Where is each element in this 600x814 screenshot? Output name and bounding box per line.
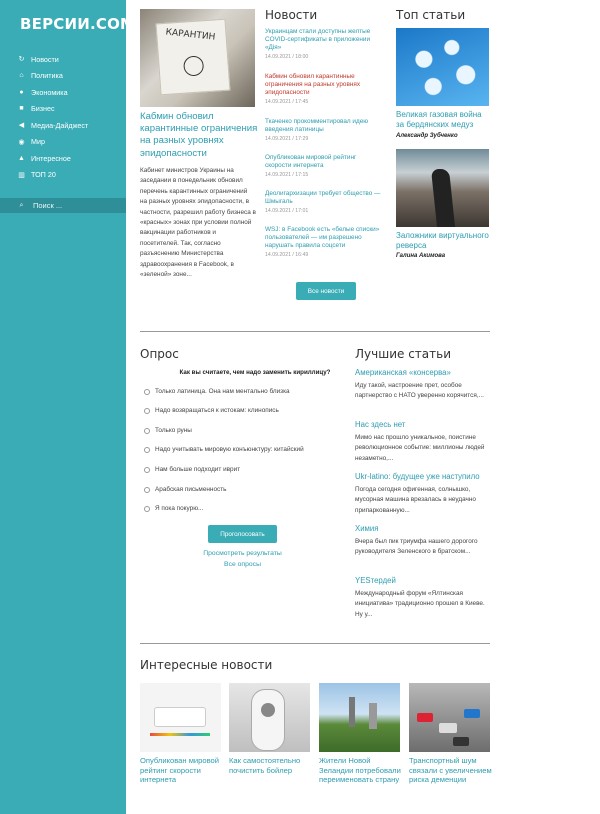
interesting-news-title[interactable]: Транспортный шум связали с увеличением риска деменции bbox=[409, 756, 492, 785]
poll-option-label: Только руны bbox=[155, 427, 192, 434]
view-results-link[interactable]: Просмотреть результаты bbox=[203, 550, 282, 557]
best-article-excerpt: Вчера был пик триумфа нашего дорогого руководителя Зеленского в братском... bbox=[355, 538, 478, 556]
poll-option[interactable] bbox=[144, 388, 290, 395]
news-date: 14.09.2021 / 17:45 bbox=[265, 99, 309, 105]
nav-label: ТОП 20 bbox=[31, 170, 56, 180]
bank-icon: ⌂ bbox=[19, 72, 24, 80]
all-polls-link[interactable]: Все опросы bbox=[224, 561, 261, 568]
news-item[interactable] bbox=[265, 28, 383, 61]
poll-option[interactable] bbox=[144, 427, 192, 434]
nav-item-world[interactable] bbox=[16, 134, 88, 151]
poll-option-label: Арабская письменность bbox=[155, 486, 227, 493]
best-article-excerpt: Международный форум «Ялтинская инициатива» традиционно прошел в Киеве. Ну у... bbox=[355, 590, 485, 618]
best-article-excerpt: Погода сегодня офигенная, солнышко, мусорная машина врезалась в неудачно припаркованную... bbox=[355, 486, 476, 514]
megaphone-icon: ◀ bbox=[18, 122, 25, 130]
all-news-button[interactable]: Все новости bbox=[296, 282, 356, 300]
nav-item-interesting[interactable] bbox=[16, 150, 88, 167]
news-item[interactable] bbox=[265, 226, 383, 259]
radio-button[interactable] bbox=[144, 408, 150, 414]
poll-option[interactable] bbox=[144, 407, 279, 414]
nav-item-media-digest[interactable] bbox=[16, 117, 88, 134]
nav-item-economy[interactable] bbox=[16, 84, 88, 101]
best-articles-heading: Лучшие статьи bbox=[355, 347, 451, 361]
news-heading: Новости bbox=[265, 8, 318, 22]
poll-option[interactable] bbox=[144, 446, 304, 453]
best-article-title[interactable]: Ukr-latino: будущее уже наступило bbox=[355, 472, 480, 481]
poll-option-label: Только латиница. Она нам ментально близка bbox=[155, 388, 290, 395]
top-article-title[interactable]: Заложники виртуального реверса bbox=[396, 231, 489, 250]
interesting-news-image[interactable] bbox=[319, 683, 400, 752]
news-item[interactable] bbox=[265, 73, 383, 106]
news-date: 14.09.2021 / 17:15 bbox=[265, 172, 309, 178]
poll-option[interactable] bbox=[144, 466, 240, 473]
lead-article-image[interactable] bbox=[140, 9, 255, 107]
news-title[interactable]: Опубликован мировой рейтинг скорости интернета bbox=[265, 154, 357, 169]
search-input[interactable] bbox=[33, 201, 113, 210]
news-item[interactable] bbox=[265, 154, 383, 179]
news-title[interactable]: Деолигархизации требует общество — Шмыгаль bbox=[265, 190, 381, 205]
top-articles-heading: Топ статьи bbox=[396, 8, 466, 22]
poll-option-label: Надо учитывать мировую конъюнктуру: китайский bbox=[155, 446, 304, 453]
interesting-news-image[interactable] bbox=[140, 683, 221, 752]
interesting-news-title[interactable]: Опубликован мировой рейтинг скорости интернета bbox=[140, 756, 220, 785]
search-bar bbox=[0, 198, 126, 213]
globe-icon: ◉ bbox=[18, 138, 25, 146]
top-article-author: Галина Акимова bbox=[396, 253, 446, 259]
poll-option-label: Надо возвращаться к истокам: клинопись bbox=[155, 407, 279, 414]
quarantine-sign bbox=[156, 19, 231, 96]
poll-heading: Опрос bbox=[140, 347, 179, 361]
nav-label: Медиа-Дайджест bbox=[31, 120, 89, 130]
bar-chart-icon: ▥ bbox=[18, 171, 25, 179]
top-article-image[interactable] bbox=[396, 28, 489, 106]
news-item[interactable] bbox=[265, 190, 383, 215]
nav-label: Интересное bbox=[31, 153, 71, 163]
news-date: 14.09.2021 / 17:01 bbox=[265, 208, 309, 214]
news-title[interactable]: WSJ: в Facebook есть «белые списки» пользователей — им разрешено нарушать правила соцсети bbox=[265, 226, 380, 249]
news-date: 14.09.2021 / 16:49 bbox=[265, 252, 309, 258]
briefcase-icon: ■ bbox=[19, 105, 24, 113]
coins-icon: ● bbox=[19, 88, 24, 96]
best-article-title[interactable]: YESтердей bbox=[355, 576, 396, 585]
radio-button[interactable] bbox=[144, 447, 150, 453]
sign-text: КАРАНТИН bbox=[165, 27, 216, 43]
news-title[interactable]: Кабмин обновил карантинные ограничения на разных уровнях эпидопасности bbox=[265, 73, 361, 96]
vote-button[interactable]: Проголосовать bbox=[208, 525, 277, 543]
news-date: 14.09.2021 / 18:00 bbox=[265, 54, 309, 60]
best-article-excerpt: Мимо нас прошло уникальное, поистине революционное событие: миллионы людей незаметно,... bbox=[355, 434, 485, 462]
sidebar bbox=[0, 0, 136, 814]
interesting-news-title[interactable]: Жители Новой Зеландии потребовали переименовать страну bbox=[319, 756, 401, 785]
best-article-title[interactable]: Нас здесь нет bbox=[355, 420, 406, 429]
interesting-news-image[interactable] bbox=[229, 683, 310, 752]
poll-question: Как вы считаете, чем надо заменить кириллицу? bbox=[179, 369, 331, 376]
news-title[interactable]: Украинцам стали доступны желтые COVID-сертификаты в приложении «Дія» bbox=[265, 28, 371, 51]
poll-option-label: Нам больше подходит иврит bbox=[155, 466, 241, 473]
flame-icon: ▲ bbox=[18, 154, 25, 162]
nav-item-politics[interactable] bbox=[16, 68, 88, 85]
lead-article-title[interactable]: Кабмин обновил карантинные ограничения на разных уровнях эпидопасности bbox=[140, 111, 258, 159]
poll-option[interactable] bbox=[144, 486, 226, 493]
news-title[interactable]: Ткаченко прокомментировал идею введения латиницы bbox=[265, 118, 369, 133]
top-article-title[interactable]: Великая газовая война за бердянских медуз bbox=[396, 110, 482, 129]
lead-article-text: Кабинет министров Украины на заседании в понедельник обновил перечень карантинных ограничений на разных уровнях эпидопасности, в частности, разрешил работу бизнеса в «красных» зонах при условии полной вакцинации работников и посетителей. Так, согласно разъяснению Министерства здравоохранения в Facebook, в «зеленой» зоне... bbox=[140, 167, 256, 279]
radio-button[interactable] bbox=[144, 487, 150, 493]
interesting-news-image[interactable] bbox=[409, 683, 490, 752]
section-divider bbox=[140, 331, 490, 332]
nav-item-business[interactable] bbox=[16, 101, 88, 118]
radio-button[interactable] bbox=[144, 506, 150, 512]
top-article-author: Александр Зубченко bbox=[396, 133, 458, 139]
top-article-image[interactable] bbox=[396, 149, 489, 227]
radio-button[interactable] bbox=[144, 389, 150, 395]
poll-option[interactable] bbox=[144, 505, 203, 512]
radio-button[interactable] bbox=[144, 428, 150, 434]
nav-label: Политика bbox=[31, 71, 63, 81]
main-nav bbox=[16, 51, 88, 183]
nav-label: Бизнес bbox=[31, 104, 55, 114]
best-article-title[interactable]: Американская «консерва» bbox=[355, 368, 451, 377]
news-item[interactable] bbox=[265, 118, 383, 143]
nav-label: Экономика bbox=[31, 87, 68, 97]
history-icon: ↻ bbox=[18, 56, 25, 64]
interesting-news-title[interactable]: Как самостоятельно почистить бойлер bbox=[229, 756, 301, 775]
nav-item-top20[interactable] bbox=[16, 167, 88, 184]
section-divider bbox=[140, 643, 490, 644]
poll-option-label: Я пока покурю... bbox=[155, 505, 204, 512]
site-logo[interactable]: ВЕРСИИ.COM bbox=[20, 15, 136, 33]
nav-label: Мир bbox=[31, 137, 45, 147]
best-article-excerpt: Иду такой, настроение прет, особое партнерство с НАТО уверенно корячится,... bbox=[355, 382, 484, 400]
radio-button[interactable] bbox=[144, 467, 150, 473]
interesting-news-heading: Интересные новости bbox=[140, 658, 273, 672]
nav-item-news[interactable] bbox=[16, 51, 88, 68]
news-date: 14.09.2021 / 17:29 bbox=[265, 136, 309, 142]
best-article-title[interactable]: Химия bbox=[355, 524, 379, 533]
nav-label: Новости bbox=[31, 54, 59, 64]
search-icon[interactable]: ⌕ bbox=[19, 201, 24, 209]
